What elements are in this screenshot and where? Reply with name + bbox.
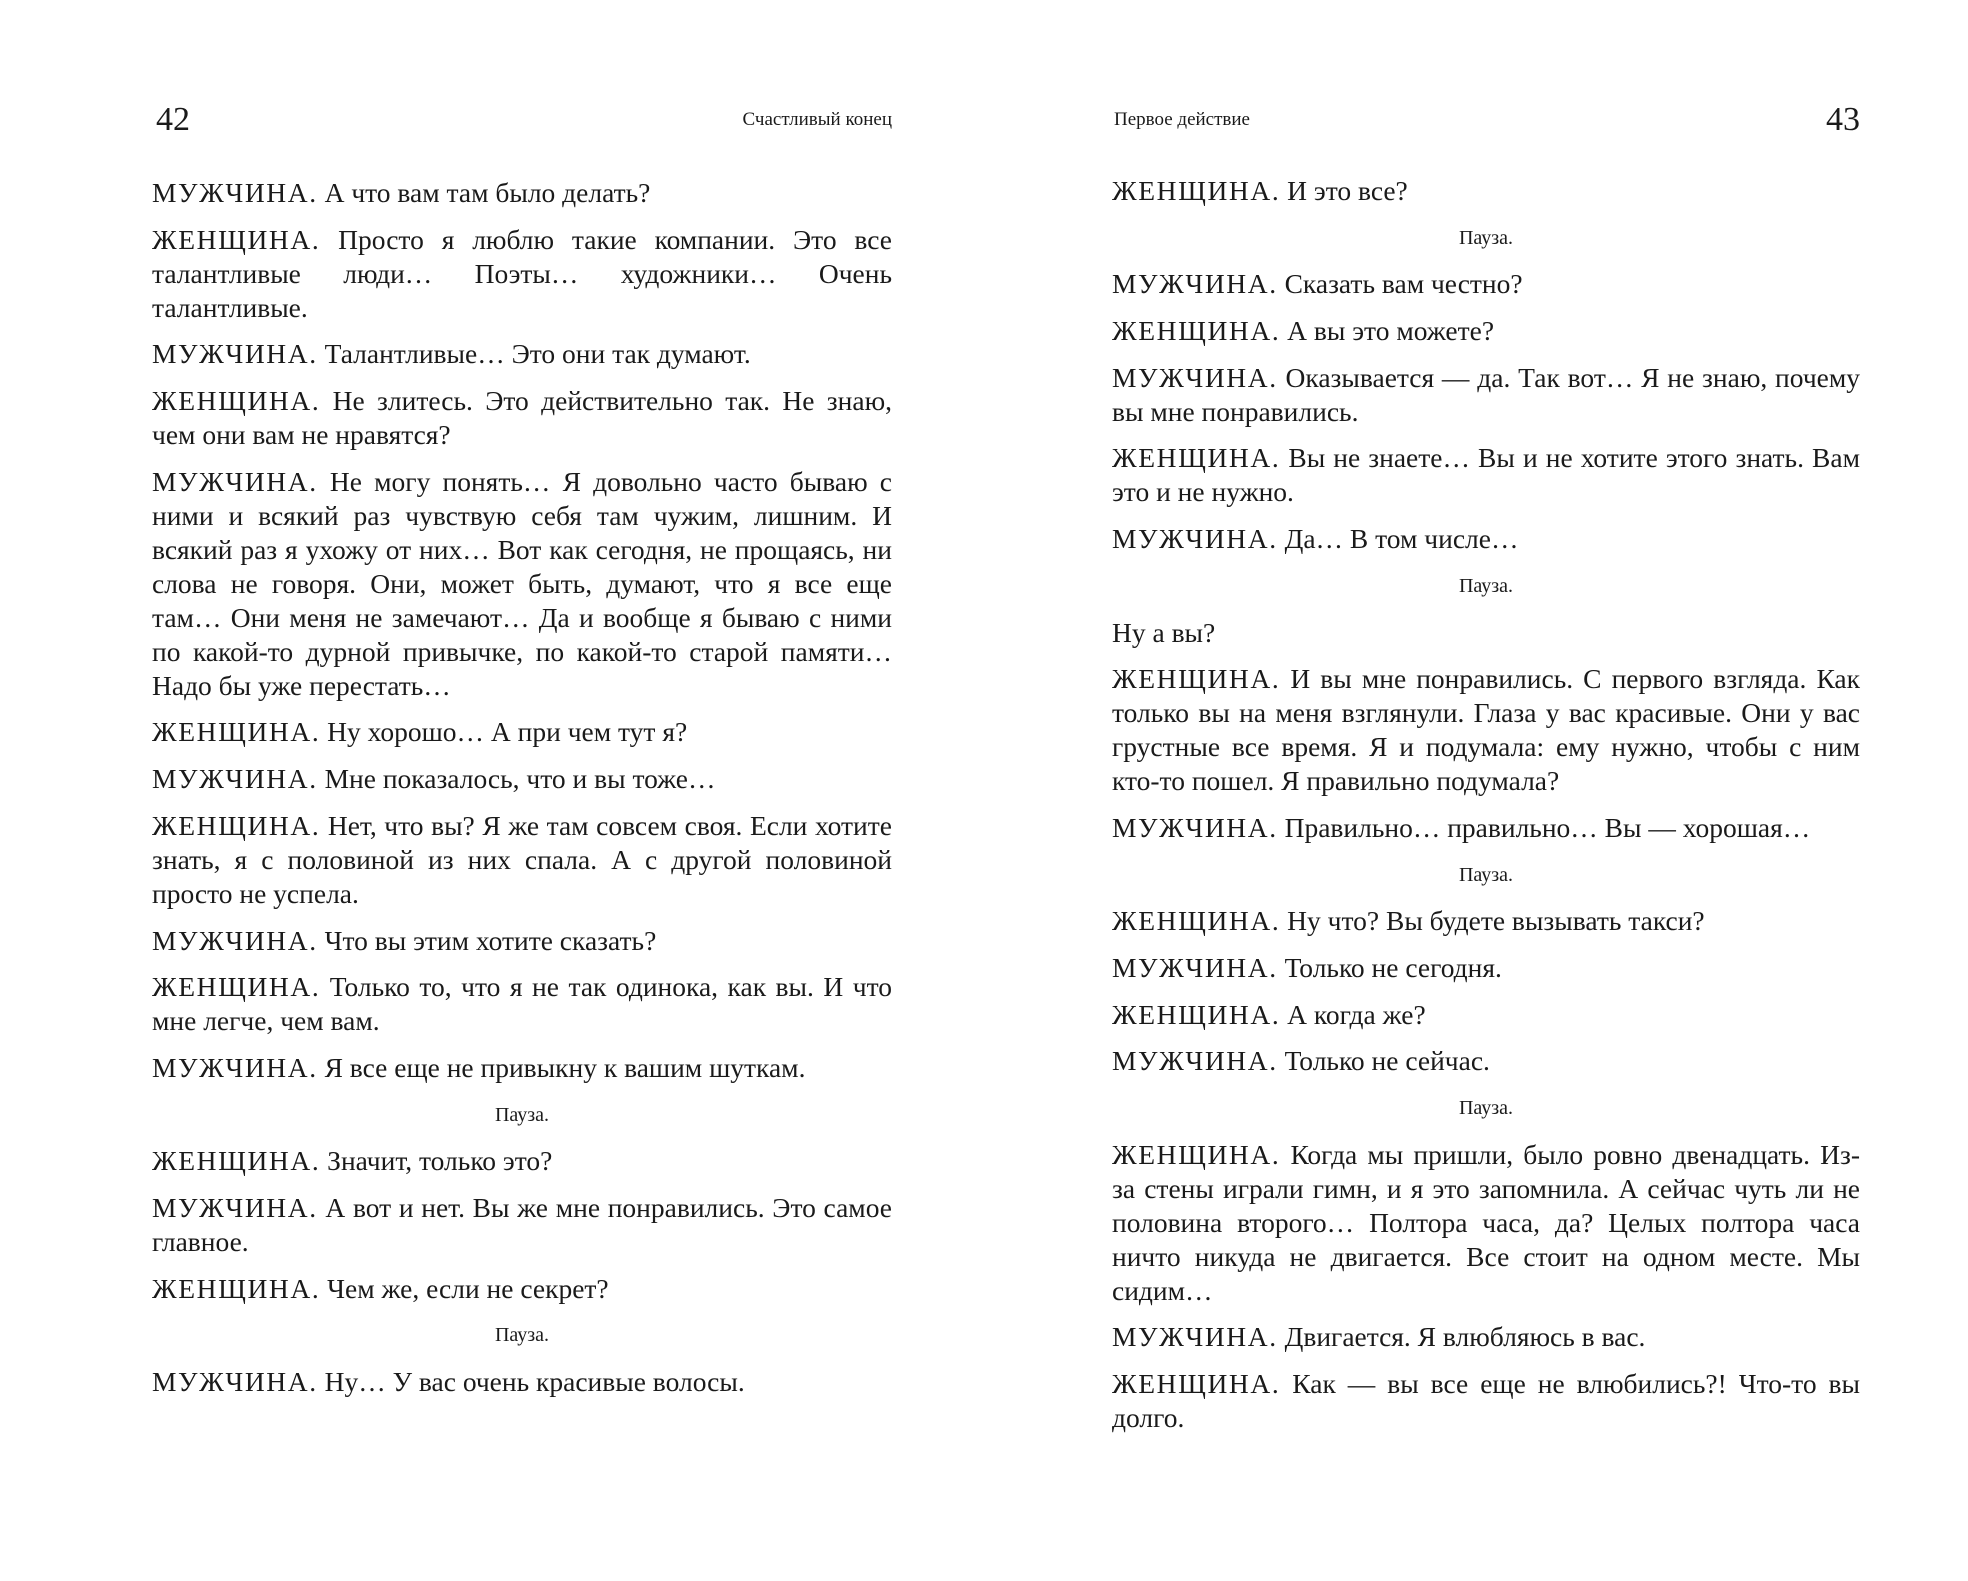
dialogue-text: А вот и нет. Вы же мне понравились. Это самое главное. bbox=[152, 1191, 892, 1257]
stage-direction-pause: Пауза. bbox=[1458, 863, 1514, 886]
left-page-header bbox=[152, 100, 892, 150]
dialogue-line bbox=[1112, 267, 1860, 301]
left-page bbox=[152, 0, 892, 1581]
dialogue-text: А когда же? bbox=[1287, 998, 1426, 1030]
speaker-name: МУЖЧИНА. bbox=[152, 924, 318, 956]
speaker-name: ЖЕНЩИНА. bbox=[152, 223, 321, 255]
dialogue-line bbox=[152, 465, 892, 703]
dialogue-line bbox=[1112, 998, 1860, 1032]
dialogue-line bbox=[1112, 662, 1860, 798]
dialogue-line bbox=[152, 924, 892, 958]
dialogue-text: Нет, что вы? Я же там совсем своя. Если хотите знать, я с половиной из них спала. А с другой половиной просто не успела. bbox=[152, 809, 892, 909]
speaker-name: ЖЕНЩИНА. bbox=[1112, 998, 1281, 1030]
left-page-text bbox=[152, 176, 892, 1412]
dialogue-line bbox=[1112, 904, 1860, 938]
dialogue-line bbox=[1112, 361, 1860, 429]
dialogue-text: Ну… У вас очень красивые волосы. bbox=[324, 1366, 745, 1397]
speaker-name: МУЖЧИНА. bbox=[1112, 811, 1278, 843]
dialogue-text: Чем же, если не секрет? bbox=[327, 1272, 609, 1304]
stage-direction-pause: Пауза. bbox=[1458, 1097, 1514, 1119]
page-number: 43 bbox=[1826, 101, 1860, 138]
dialogue-line bbox=[152, 1144, 892, 1178]
dialogue-text: Оказывается — да. Так вот… Я не знаю, почему вы мне понравились. bbox=[1112, 361, 1861, 427]
dialogue-text: Когда мы пришли, было ровно двенадцать. Из-за стены играли гимн, и я это запомнила. А сейчас чуть ли не половина второго… Полтора часа, да? Целых полтора часа ничто никуда не двигается. Все стоит на одном месте. Мы сидим… bbox=[1112, 1138, 1860, 1306]
dialogue-text: Как — вы все еще не влюбились?! Что-то вы долго. bbox=[1112, 1368, 1860, 1434]
dialogue-line bbox=[1112, 1138, 1860, 1308]
speaker-name: ЖЕНЩИНА. bbox=[1112, 905, 1281, 937]
dialogue-line bbox=[152, 762, 892, 796]
dialogue-text: А вы это можете? bbox=[1287, 315, 1495, 347]
page-number: 42 bbox=[156, 101, 190, 138]
dialogue-text: Ну хорошо… А при чем тут я? bbox=[327, 716, 688, 748]
dialogue-text: Просто я люблю такие компании. Это все талантливые люди… Поэты… художники… Очень талантливые. bbox=[152, 223, 893, 323]
dialogue-text: Только не сегодня. bbox=[1284, 951, 1502, 983]
speaker-name: ЖЕНЩИНА. bbox=[1112, 442, 1281, 474]
dialogue-text: А что вам там было делать? bbox=[324, 177, 651, 208]
dialogue-line bbox=[152, 384, 892, 452]
dialogue-text: Талантливые… Это они так думают. bbox=[324, 338, 751, 370]
speaker-name: МУЖЧИНА. bbox=[152, 763, 318, 795]
dialogue-text: Значит, только это? bbox=[327, 1145, 553, 1177]
dialogue-text: Что вы этим хотите сказать? bbox=[324, 924, 657, 956]
dialogue-text: Только не сейчас. bbox=[1284, 1045, 1490, 1077]
speaker-name: ЖЕНЩИНА. bbox=[1112, 663, 1281, 695]
dialogue-text: Двигается. Я влюбляюсь в вас. bbox=[1284, 1321, 1646, 1353]
dialogue-line bbox=[152, 176, 892, 210]
speaker-name: МУЖЧИНА. bbox=[152, 465, 318, 497]
speaker-name: МУЖЧИНА. bbox=[1112, 1045, 1278, 1077]
speaker-name: ЖЕНЩИНА. bbox=[152, 385, 321, 417]
dialogue-line bbox=[1112, 441, 1860, 509]
dialogue-line bbox=[152, 1272, 892, 1306]
dialogue-text: Не злитесь. Это действительно так. Не знаю, чем они вам не нравятся? bbox=[152, 385, 892, 451]
speaker-name: МУЖЧИНА. bbox=[152, 1051, 318, 1083]
dialogue-text: Сказать вам честно? bbox=[1284, 268, 1523, 300]
dialogue-line bbox=[152, 1051, 892, 1085]
speaker-name: ЖЕНЩИНА. bbox=[152, 809, 321, 841]
dialogue-line bbox=[152, 223, 892, 325]
dialogue-line bbox=[152, 1365, 892, 1399]
dialogue-line bbox=[1112, 616, 1860, 650]
dialogue-line bbox=[1112, 951, 1860, 985]
dialogue-text: Ну а вы? bbox=[1112, 616, 1216, 648]
dialogue-text: Правильно… правильно… Вы — хорошая… bbox=[1284, 811, 1811, 843]
dialogue-text: Я все еще не привыкну к вашим шуткам. bbox=[324, 1051, 806, 1083]
dialogue-line bbox=[152, 715, 892, 749]
running-title: Первое действие bbox=[1114, 109, 1250, 130]
dialogue-line bbox=[152, 337, 892, 371]
dialogue-line bbox=[1112, 1044, 1860, 1078]
speaker-name: ЖЕНЩИНА. bbox=[1112, 1368, 1281, 1400]
dialogue-line bbox=[1112, 1367, 1860, 1435]
dialogue-text: Только то, что я не так одинока, как вы. И что мне легче, чем вам. bbox=[152, 971, 892, 1037]
dialogue-line bbox=[1112, 174, 1860, 208]
speaker-name: ЖЕНЩИНА. bbox=[1112, 1138, 1281, 1170]
dialogue-line bbox=[152, 1191, 892, 1259]
speaker-name: ЖЕНЩИНА. bbox=[152, 1272, 321, 1304]
dialogue-line bbox=[1112, 314, 1860, 348]
dialogue-line bbox=[1112, 522, 1860, 556]
stage-direction-pause: Пауза. bbox=[1458, 574, 1514, 597]
speaker-name: МУЖЧИНА. bbox=[1112, 1321, 1278, 1353]
dialogue-text: Мне показалось, что и вы тоже… bbox=[324, 763, 716, 795]
running-title: Счастливый конец bbox=[742, 109, 892, 130]
stage-direction-pause: Пауза. bbox=[494, 1324, 550, 1347]
speaker-name: МУЖЧИНА. bbox=[152, 1191, 318, 1223]
speaker-name: ЖЕНЩИНА. bbox=[1112, 175, 1281, 206]
speaker-name: ЖЕНЩИНА. bbox=[152, 1145, 321, 1177]
right-page-text bbox=[1112, 174, 1860, 1448]
dialogue-line bbox=[1112, 1320, 1860, 1354]
dialogue-text: Не могу понять… Я довольно часто бываю с ними и всякий раз чувствую себя там чужим, лишним. И всякий раз я ухожу от них… Вот как сегодня, не прощаясь, ни слова не говоря. Они, может быть, думают, что я все еще там… Они меня не замечают… Да и вообще я бываю с ними по какой-то дурной привычке, по какой-то старой памяти… Надо бы уже перестать… bbox=[152, 465, 892, 701]
right-page-header bbox=[1112, 100, 1860, 150]
speaker-name: ЖЕНЩИНА. bbox=[1112, 315, 1281, 347]
speaker-name: ЖЕНЩИНА. bbox=[152, 971, 321, 1003]
dialogue-text: И вы мне понравились. С первого взгляда. Как только вы на меня взглянули. Глаза у вас красивые. Они у вас грустные все время. Я и подумала: ему нужно, чтобы с ним кто-то пошел. Я правильно подумала? bbox=[1112, 663, 1861, 797]
speaker-name: МУЖЧИНА. bbox=[1112, 523, 1278, 555]
stage-direction-pause: Пауза. bbox=[1458, 226, 1514, 249]
right-page bbox=[1112, 0, 1860, 1581]
speaker-name: ЖЕНЩИНА. bbox=[152, 716, 321, 748]
dialogue-text: Ну что? Вы будете вызывать такси? bbox=[1287, 905, 1705, 937]
speaker-name: МУЖЧИНА. bbox=[1112, 361, 1278, 393]
dialogue-line bbox=[152, 809, 892, 911]
speaker-name: МУЖЧИНА. bbox=[1112, 268, 1278, 300]
stage-direction-pause: Пауза. bbox=[494, 1103, 550, 1126]
dialogue-line bbox=[1112, 811, 1860, 845]
speaker-name: МУЖЧИНА. bbox=[152, 177, 318, 208]
dialogue-text: Вы не знаете… Вы и не хотите этого знать. Вам это и не нужно. bbox=[1112, 442, 1860, 508]
dialogue-line bbox=[152, 970, 892, 1038]
speaker-name: МУЖЧИНА. bbox=[152, 338, 318, 370]
speaker-name: МУЖЧИНА. bbox=[152, 1366, 318, 1397]
speaker-name: МУЖЧИНА. bbox=[1112, 951, 1278, 983]
dialogue-text: И это все? bbox=[1287, 175, 1408, 206]
dialogue-text: Да… В том числе… bbox=[1284, 523, 1519, 555]
